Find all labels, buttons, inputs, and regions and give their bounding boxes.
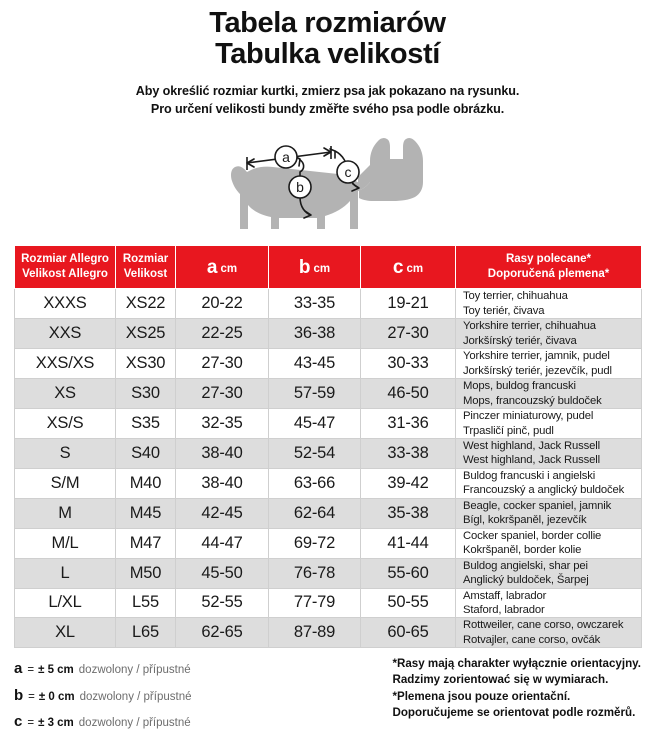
- table-row: [15, 438, 642, 468]
- cell-breeds-cs: Toy teriér, čivava: [463, 304, 545, 317]
- cell-breeds-cs: Trpasličí pinč, pudl: [463, 424, 554, 437]
- cell-size: XS30: [116, 349, 176, 379]
- cell-measure-c: 33-38: [361, 438, 456, 468]
- cell-breeds-pl: Toy terrier, chihuahua: [463, 290, 568, 303]
- disclaimer-notes: [392, 652, 641, 736]
- tolerance-note: dozwolony / přípustné: [79, 690, 192, 703]
- page-title-block: [0, 0, 655, 71]
- cell-size: S40: [116, 438, 176, 468]
- column-header-breeds-cs: Doporučená plemena*: [487, 268, 610, 281]
- cell-breeds-pl: Buldog angielski, shar pei: [463, 559, 588, 572]
- cell-allegro-size: XS: [15, 379, 116, 409]
- tolerance-row: [14, 709, 191, 736]
- cell-measure-b: 76-78: [269, 558, 361, 588]
- cell-measure-b: 36-38: [269, 319, 361, 349]
- cell-measure-b: 43-45: [269, 349, 361, 379]
- cell-breeds-pl: Buldog francuski i angielski: [463, 469, 596, 482]
- cell-allegro-size: XL: [15, 618, 116, 648]
- cell-allegro-size: XXXS: [15, 289, 116, 319]
- measurement-marker-c-label: c: [344, 163, 351, 180]
- size-table-body: [15, 289, 642, 648]
- cell-breeds: [456, 588, 642, 618]
- measurement-marker-a-label: a: [281, 148, 290, 165]
- column-header-measure-b-letter: b: [298, 256, 311, 278]
- size-table-head: [15, 245, 642, 289]
- measurement-marker-a: [275, 146, 297, 168]
- table-row: [15, 588, 642, 618]
- tolerance-list: [14, 652, 191, 736]
- measurement-marker-b: [289, 176, 311, 198]
- cell-measure-c: 31-36: [361, 409, 456, 439]
- cell-breeds: [456, 498, 642, 528]
- cell-allegro-size: L: [15, 558, 116, 588]
- size-table-wrap: [0, 245, 655, 648]
- tolerance-note: dozwolony / přípustné: [78, 717, 191, 730]
- cell-measure-b: 87-89: [269, 618, 361, 648]
- cell-breeds-cs: Jorkšírský teriér, jezevčík, pudl: [463, 364, 612, 377]
- cell-breeds-pl: Rottweiler, cane corso, owczarek: [463, 619, 624, 632]
- tolerance-letter: a: [14, 660, 23, 677]
- cell-breeds-pl: Yorkshire terrier, jamnik, pudel: [463, 350, 610, 363]
- cell-measure-b: 45-47: [269, 409, 361, 439]
- cell-breeds: [456, 319, 642, 349]
- column-header-measure-c: [361, 245, 456, 289]
- cell-measure-c: 50-55: [361, 588, 456, 618]
- cell-size: M50: [116, 558, 176, 588]
- cell-measure-a: 52-55: [176, 588, 269, 618]
- cell-measure-c: 60-65: [361, 618, 456, 648]
- cell-measure-c: 30-33: [361, 349, 456, 379]
- tolerance-letter: b: [14, 686, 24, 704]
- cell-breeds-cs: Kokršpaněl, border kolie: [463, 544, 582, 557]
- page-title-cs: Tabulka velikostí: [215, 38, 440, 71]
- cell-size: L55: [116, 588, 176, 618]
- cell-measure-a: 38-40: [176, 468, 269, 498]
- cell-size: L65: [116, 618, 176, 648]
- tolerance-equals: =: [27, 717, 35, 730]
- cell-measure-b: 33-35: [269, 289, 361, 319]
- cell-measure-b: 52-54: [269, 438, 361, 468]
- cell-size: M47: [116, 528, 176, 558]
- column-header-measure-a: [176, 245, 269, 289]
- cell-breeds: [456, 618, 642, 648]
- cell-breeds-cs: Mops, francouzský buldoček: [463, 394, 602, 407]
- page-title-pl: Tabela rozmiarów: [209, 7, 446, 39]
- cell-measure-a: 62-65: [176, 618, 269, 648]
- cell-measure-b: 77-79: [269, 588, 361, 618]
- disclaimer-note-line: Doporučujeme se orientovat podle rozměrů.: [392, 706, 636, 720]
- footer: [0, 652, 655, 736]
- measurement-marker-c: [337, 161, 359, 183]
- tolerance-letter: c: [14, 713, 23, 731]
- cell-measure-b: 63-66: [269, 468, 361, 498]
- cell-breeds: [456, 289, 642, 319]
- cell-measure-a: 27-30: [176, 379, 269, 409]
- table-row: [15, 498, 642, 528]
- cell-breeds-pl: Amstaff, labrador: [463, 589, 547, 602]
- column-header-breeds-pl: Rasy polecane*: [505, 252, 591, 265]
- cell-measure-a: 45-50: [176, 558, 269, 588]
- cell-allegro-size: XS/S: [15, 409, 116, 439]
- cell-measure-a: 32-35: [176, 409, 269, 439]
- cell-breeds-cs: Anglický buldoček, Šarpej: [463, 574, 589, 587]
- table-row: [15, 528, 642, 558]
- tolerance-value: ± 3 cm: [38, 717, 74, 730]
- column-header-size-cs: Velikost: [123, 268, 168, 281]
- dog-measurement-figure: [0, 124, 655, 242]
- tolerance-value: ± 0 cm: [38, 690, 75, 703]
- page-subtitle-block: [0, 82, 655, 118]
- cell-breeds: [456, 558, 642, 588]
- cell-measure-a: 22-25: [176, 319, 269, 349]
- cell-breeds-cs: Jorkšírský teriér, čivava: [463, 334, 577, 347]
- table-row: [15, 289, 642, 319]
- cell-measure-a: 27-30: [176, 349, 269, 379]
- cell-allegro-size: XXS/XS: [15, 349, 116, 379]
- cell-breeds: [456, 379, 642, 409]
- size-table: [14, 245, 642, 648]
- cell-measure-c: 19-21: [361, 289, 456, 319]
- tolerance-row: [14, 656, 191, 683]
- table-row: [15, 468, 642, 498]
- page-subtitle-cs: Pro určení velikosti bundy změřte svého psa podle obrázku.: [150, 101, 505, 116]
- cell-breeds-cs: Bígl, kokršpaněl, jezevčík: [463, 514, 587, 527]
- cell-breeds-cs: Francouzský a anglický buldoček: [463, 484, 625, 497]
- cell-size: XS22: [116, 289, 176, 319]
- disclaimer-note-line: *Rasy mają charakter wyłącznie orientacyjny.: [392, 657, 641, 670]
- tolerance-equals: =: [27, 664, 35, 676]
- column-header-measure-c-letter: c: [392, 256, 404, 278]
- table-row: [15, 379, 642, 409]
- column-header-measure-c-unit: cm: [406, 262, 424, 275]
- cell-measure-a: 38-40: [176, 438, 269, 468]
- column-header-measure-b-unit: cm: [313, 262, 331, 275]
- cell-size: M40: [116, 468, 176, 498]
- cell-allegro-size: XXS: [15, 319, 116, 349]
- column-header-allegro-size-pl: Rozmiar Allegro: [21, 252, 109, 265]
- page-subtitle-pl: Aby określić rozmiar kurtki, zmierz psa jak pokazano na rysunku.: [135, 83, 520, 98]
- measurement-marker-b-label: b: [295, 178, 304, 195]
- column-header-measure-b: [269, 245, 361, 289]
- column-header-allegro-size-cs: Velikost Allegro: [22, 268, 108, 281]
- cell-allegro-size: L/XL: [15, 588, 116, 618]
- tolerance-row: [14, 683, 191, 710]
- cell-measure-a: 44-47: [176, 528, 269, 558]
- cell-breeds-pl: Yorkshire terrier, chihuahua: [463, 320, 596, 333]
- cell-allegro-size: M: [15, 498, 116, 528]
- cell-measure-c: 35-38: [361, 498, 456, 528]
- cell-allegro-size: S: [15, 438, 116, 468]
- column-header-measure-a-letter: a: [206, 256, 218, 278]
- cell-breeds-cs: Rotvajler, cane corso, ovčák: [463, 633, 601, 646]
- cell-allegro-size: S/M: [15, 468, 116, 498]
- cell-breeds: [456, 468, 642, 498]
- cell-measure-b: 69-72: [269, 528, 361, 558]
- cell-allegro-size: M/L: [15, 528, 116, 558]
- table-row: [15, 618, 642, 648]
- cell-breeds-pl: Beagle, cocker spaniel, jamnik: [463, 499, 612, 512]
- dog-silhouette-icon: [213, 125, 443, 241]
- tolerance-value: ± 5 cm: [38, 664, 74, 676]
- cell-size: S35: [116, 409, 176, 439]
- cell-measure-a: 42-45: [176, 498, 269, 528]
- cell-measure-c: 39-42: [361, 468, 456, 498]
- cell-measure-c: 55-60: [361, 558, 456, 588]
- cell-breeds-pl: Mops, buldog francuski: [463, 380, 576, 393]
- column-header-measure-a-unit: cm: [220, 262, 238, 275]
- cell-size: S30: [116, 379, 176, 409]
- cell-breeds: [456, 528, 642, 558]
- cell-size: M45: [116, 498, 176, 528]
- tolerance-equals: =: [28, 690, 35, 703]
- cell-breeds: [456, 409, 642, 439]
- disclaimer-note-line: Radzimy zorientować się w wymiarach.: [392, 673, 609, 687]
- cell-breeds-pl: Cocker spaniel, border collie: [463, 529, 602, 542]
- table-row: [15, 409, 642, 439]
- cell-breeds-pl: Pinczer miniaturowy, pudel: [463, 410, 594, 423]
- cell-measure-a: 20-22: [176, 289, 269, 319]
- table-row: [15, 319, 642, 349]
- column-header-size-pl: Rozmiar: [122, 252, 169, 265]
- cell-measure-b: 57-59: [269, 379, 361, 409]
- cell-breeds-cs: Staford, labrador: [463, 603, 545, 616]
- column-header-size: [116, 245, 176, 289]
- cell-breeds-pl: West highland, Jack Russell: [463, 439, 601, 452]
- disclaimer-note-line: *Plemena jsou pouze orientační.: [392, 689, 571, 703]
- cell-measure-b: 62-64: [269, 498, 361, 528]
- size-table-header-row: [15, 245, 642, 289]
- table-row: [15, 349, 642, 379]
- column-header-breeds: [456, 245, 642, 289]
- table-row: [15, 558, 642, 588]
- column-header-allegro-size: [15, 245, 116, 289]
- tolerance-note: dozwolony / přípustné: [78, 664, 191, 676]
- cell-size: XS25: [116, 319, 176, 349]
- cell-breeds-cs: West highland, Jack Russell: [463, 454, 601, 467]
- cell-measure-c: 27-30: [361, 319, 456, 349]
- cell-breeds: [456, 349, 642, 379]
- cell-measure-c: 41-44: [361, 528, 456, 558]
- cell-breeds: [456, 438, 642, 468]
- cell-measure-c: 46-50: [361, 379, 456, 409]
